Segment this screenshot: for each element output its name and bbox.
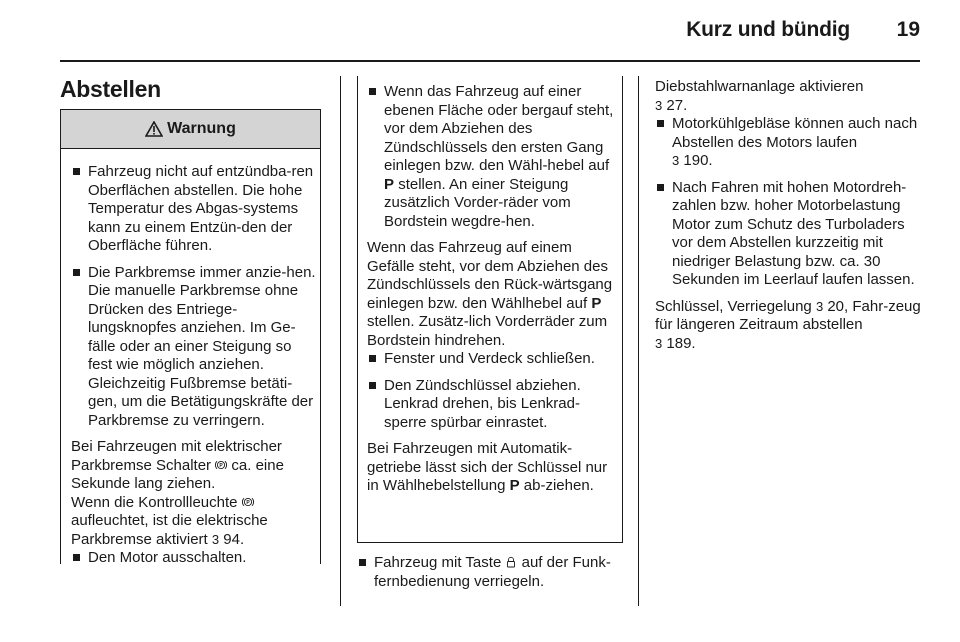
list-item: [655, 179, 921, 290]
bullet-square: [369, 382, 376, 389]
subparagraph-text: stellen. Zusätz-lich Vorderräder zum Bordstein hindrehen.: [367, 313, 608, 349]
column-divider-1: [340, 76, 341, 606]
subparagraph: [367, 239, 621, 350]
warning-item-text: Den Motor ausschalten.: [88, 549, 247, 566]
reference-arrow-icon: 3: [815, 298, 824, 314]
warning-item-text: Fahrzeug nicht auf entzündba-ren Oberflächen abstellen. Die hohe Temperatur des Abgas-systems kann zu einem Entzün-den der Oberfläche führen.: [88, 163, 314, 254]
warning-item: [71, 163, 318, 256]
warning-triangle-icon: [145, 121, 163, 137]
list-item-text: Nach Fahren mit hohen Motordreh-zahlen bzw. hoher Motorbelastung Motor zum Schutz des Turboladers vor dem Abstellen kurzzeitig mit niedriger Belastung bzw. ca. 30 Sekunden im Leerlauf laufen lassen.: [672, 178, 915, 288]
column2-box: [357, 76, 623, 543]
cross-reference-text: Schlüssel, Verriegelung: [655, 297, 812, 315]
list-item: [367, 350, 621, 369]
subparagraph-text: Bei Fahrzeugen mit elektrischer Parkbremse Schalter: [71, 438, 282, 474]
list-item-text: Wenn das Fahrzeug auf einer ebenen Fläche oder bergauf steht, vor dem Abziehen des Zündschlüssels den ersten Gang einlegen bzw. den Wähl-hebel auf: [384, 83, 614, 174]
parking-brake-icon: [215, 459, 227, 471]
column-divider-2: [638, 76, 639, 606]
list-item-text: Den Zündschlüssel abziehen. Lenkrad drehen, bis Lenkrad-sperre spürbar einrastet.: [384, 376, 581, 431]
cross-references: [655, 298, 921, 354]
section-title: Abstellen: [60, 76, 161, 102]
gear-position: P: [509, 477, 520, 494]
column2-box-body: [358, 76, 621, 496]
list-item-text: stellen. An einer Steigung zusätzlich Vorder-räder vom Bordstein wegdre-hen.: [384, 175, 571, 230]
list-item-text: Motorkühlgebläse können auch nach Abstellen des Motors laufen: [672, 115, 918, 151]
warning-body: [61, 149, 318, 568]
page-reference: 189.: [666, 334, 696, 352]
column2-after-box: [357, 554, 623, 599]
svg-text:P: P: [246, 499, 250, 506]
bullet-square: [359, 559, 366, 566]
bullet-square: [73, 554, 80, 561]
gear-position: P: [384, 175, 395, 193]
list-item: [367, 83, 621, 231]
bullet-square: [73, 269, 80, 276]
page-reference: 190.: [683, 152, 713, 169]
list-item: [655, 115, 921, 171]
warning-subparagraph: [71, 438, 318, 494]
warning-item: [71, 264, 318, 431]
list-item-text: auf der Funk-fernbedienung verriegeln.: [374, 554, 611, 590]
continued-text-content: Diebstahlwarnanlage aktivieren: [655, 78, 864, 95]
page-reference: 27.: [666, 96, 688, 114]
warning-subparagraph: [71, 494, 318, 550]
cross-reference-text: Fahr-zeug für längeren Zeitraum abstellen: [655, 297, 921, 333]
lock-icon: [505, 556, 517, 568]
svg-text:P: P: [219, 462, 223, 469]
parking-brake-icon: [242, 496, 254, 508]
gear-position: P: [591, 294, 602, 312]
warning-label: Warnung: [167, 120, 236, 137]
continued-text: [655, 78, 921, 115]
bullet-square: [369, 88, 376, 95]
subparagraph-text: aufleuchtet, ist die elektrische Parkbremse aktiviert: [71, 512, 268, 548]
page-reference: 94.: [223, 530, 245, 548]
subparagraph-text: ca. eine Sekunde lang ziehen.: [71, 456, 284, 492]
subparagraph-text: Wenn das Fahrzeug auf einem Gefälle steht, vor dem Abziehen des Zündschlüssels den Rück-wärtsgang einlegen bzw. den Wählhebel auf: [367, 239, 613, 312]
subparagraph-text: ab-ziehen.: [523, 477, 594, 494]
page-reference: 20,: [827, 297, 849, 315]
reference-arrow-icon: 3: [655, 97, 663, 113]
subparagraph-text: Bei Fahrzeugen mit Automatik-getriebe lässt sich der Schlüssel nur in Wählhebelstellung: [367, 440, 608, 494]
header-rule: [60, 60, 920, 62]
column3: [655, 78, 921, 353]
list-item: [357, 554, 623, 591]
bullet-square: [369, 355, 376, 362]
bullet-square: [657, 184, 664, 191]
list-item-text: Fahrzeug mit Taste: [374, 554, 502, 571]
list-item-text: Fenster und Verdeck schließen.: [384, 350, 595, 367]
warning-box: [60, 109, 321, 564]
bullet-square: [73, 168, 80, 175]
list-item: [367, 377, 621, 433]
warning-item-text: Die Parkbremse immer anzie-hen. Die manuelle Parkbremse ohne Drücken des Entriege-lungsknopfes anziehen. Im Ge-fälle oder an einer Steigung so fest wie möglich anziehen. Gleichzeitig Fußbremse betäti-gen, um die Betätigungskräfte der Parkbremse zu verringern.: [88, 263, 316, 429]
subparagraph: [367, 440, 621, 496]
warning-item: [71, 549, 318, 568]
reference-arrow-icon: 3: [655, 335, 663, 351]
subparagraph-text: Wenn die Kontrollleuchte: [71, 493, 238, 511]
header-title: Kurz und bündig: [686, 18, 850, 41]
bullet-square: [657, 120, 664, 127]
reference-arrow-icon: 3: [211, 531, 220, 547]
page-number: 19: [896, 18, 920, 41]
reference-arrow-icon: 3: [672, 153, 680, 168]
warning-header: [61, 109, 320, 149]
